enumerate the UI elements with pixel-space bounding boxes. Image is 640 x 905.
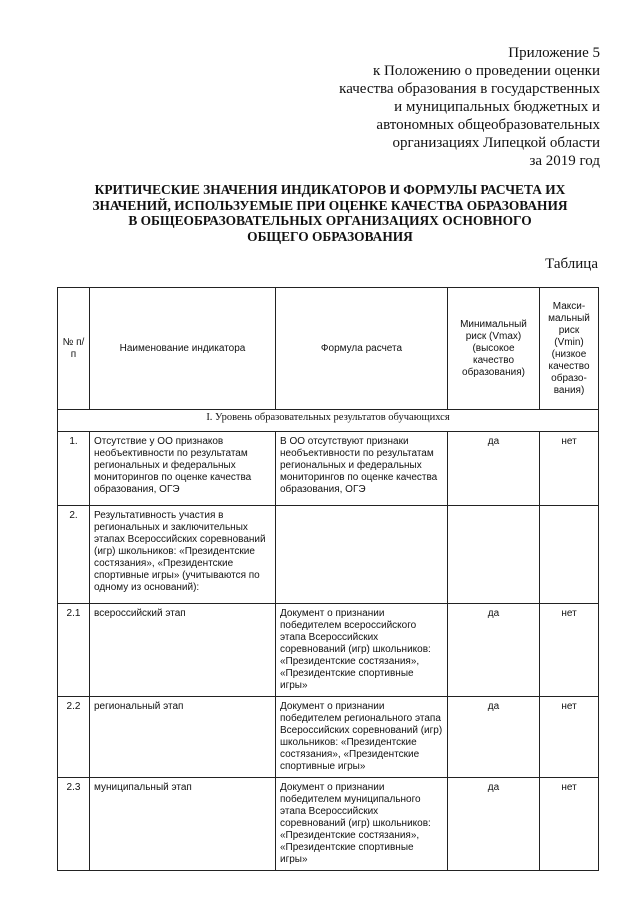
row-formula: Документ о признании победителем регионального этапа Всероссийских соревнований (игр) школьников: «Президентские состязания», «Президентские спортивные игры» — [276, 697, 448, 778]
table-row — [58, 432, 599, 506]
table-row — [58, 506, 599, 604]
row-max-risk: нет — [540, 604, 599, 697]
table-caption: Таблица — [545, 256, 598, 272]
row-max-risk: нет — [540, 778, 599, 871]
title-line: ЗНАЧЕНИЙ, ИСПОЛЬЗУЕМЫЕ ПРИ ОЦЕНКЕ КАЧЕСТВА ОБРАЗОВАНИЯ — [92, 197, 568, 213]
appendix-block — [280, 44, 600, 170]
row-num: 2.2 — [58, 697, 90, 778]
row-max-risk: нет — [540, 432, 599, 506]
row-indicator: Отсутствие у ОО признаков необъективности по результатам региональных и федеральных мониторингов по оценке качества образования, ОГЭ — [90, 432, 276, 506]
header-max-risk: Макси-мальный риск (Vmin) (низкое качество образо-вания) — [540, 288, 599, 410]
indicators-table — [57, 287, 599, 871]
header-num: № п/п — [58, 288, 90, 410]
appendix-line: к Положению о проведении оценки — [373, 63, 600, 79]
row-formula: В ОО отсутствуют признаки необъективности по результатам региональных и федеральных мониторингов по оценке качества образования, ОГЭ — [276, 432, 448, 506]
row-indicator: муниципальный этап — [90, 778, 276, 871]
title-line: КРИТИЧЕСКИЕ ЗНАЧЕНИЯ ИНДИКАТОРОВ И ФОРМУЛЫ РАСЧЕТА ИХ — [94, 182, 566, 197]
appendix-line: и муниципальных бюджетных и — [394, 99, 600, 115]
section-row — [58, 410, 599, 432]
header-name: Наименование индикатора — [90, 288, 276, 410]
row-indicator: всероссийский этап — [90, 604, 276, 697]
row-indicator: Результативность участия в региональных и заключительных этапах Всероссийских соревнований (игр) школьников: «Президентские состязания», «Президентские спортивные игры» (учитываются по одному из оснований): — [90, 506, 276, 604]
row-num: 2. — [58, 506, 90, 604]
row-min-risk: да — [448, 778, 540, 871]
row-min-risk: да — [448, 604, 540, 697]
row-formula: Документ о признании победителем всероссийского этапа Всероссийских соревнований (игр) школьников: «Президентские состязания», «Президентские спортивные игры» — [276, 604, 448, 697]
row-min-risk — [448, 506, 540, 604]
row-max-risk: нет — [540, 697, 599, 778]
row-max-risk — [540, 506, 599, 604]
row-num: 2.1 — [58, 604, 90, 697]
row-num: 1. — [58, 432, 90, 506]
row-formula: Документ о признании победителем муниципального этапа Всероссийских соревнований (игр) школьников: «Президентские состязания», «Президентские спортивные игры» — [276, 778, 448, 871]
appendix-line: Приложение 5 — [508, 45, 600, 61]
table-header-row — [58, 288, 599, 410]
row-num: 2.3 — [58, 778, 90, 871]
appendix-line: организациях Липецкой области — [392, 135, 600, 151]
title-line: ОБЩЕГО ОБРАЗОВАНИЯ — [247, 228, 413, 244]
table-row — [58, 604, 599, 697]
appendix-line: за 2019 год — [529, 153, 600, 169]
row-formula — [276, 506, 448, 604]
table-row — [58, 697, 599, 778]
row-min-risk: да — [448, 432, 540, 506]
title-line: В ОБЩЕОБРАЗОВАТЕЛЬНЫХ ОРГАНИЗАЦИЯХ ОСНОВНОГО — [128, 213, 532, 228]
appendix-line: автономных общеобразовательных — [376, 117, 600, 133]
row-indicator: региональный этап — [90, 697, 276, 778]
row-min-risk: да — [448, 697, 540, 778]
document-title — [60, 182, 600, 244]
header-formula: Формула расчета — [276, 288, 448, 410]
table-row — [58, 778, 599, 871]
appendix-line: качества образования в государственных — [339, 81, 600, 97]
header-min-risk: Минимальный риск (Vmax) (высокое качество образования) — [448, 288, 540, 410]
section-title: I. Уровень образовательных результатов обучающихся — [58, 410, 599, 432]
